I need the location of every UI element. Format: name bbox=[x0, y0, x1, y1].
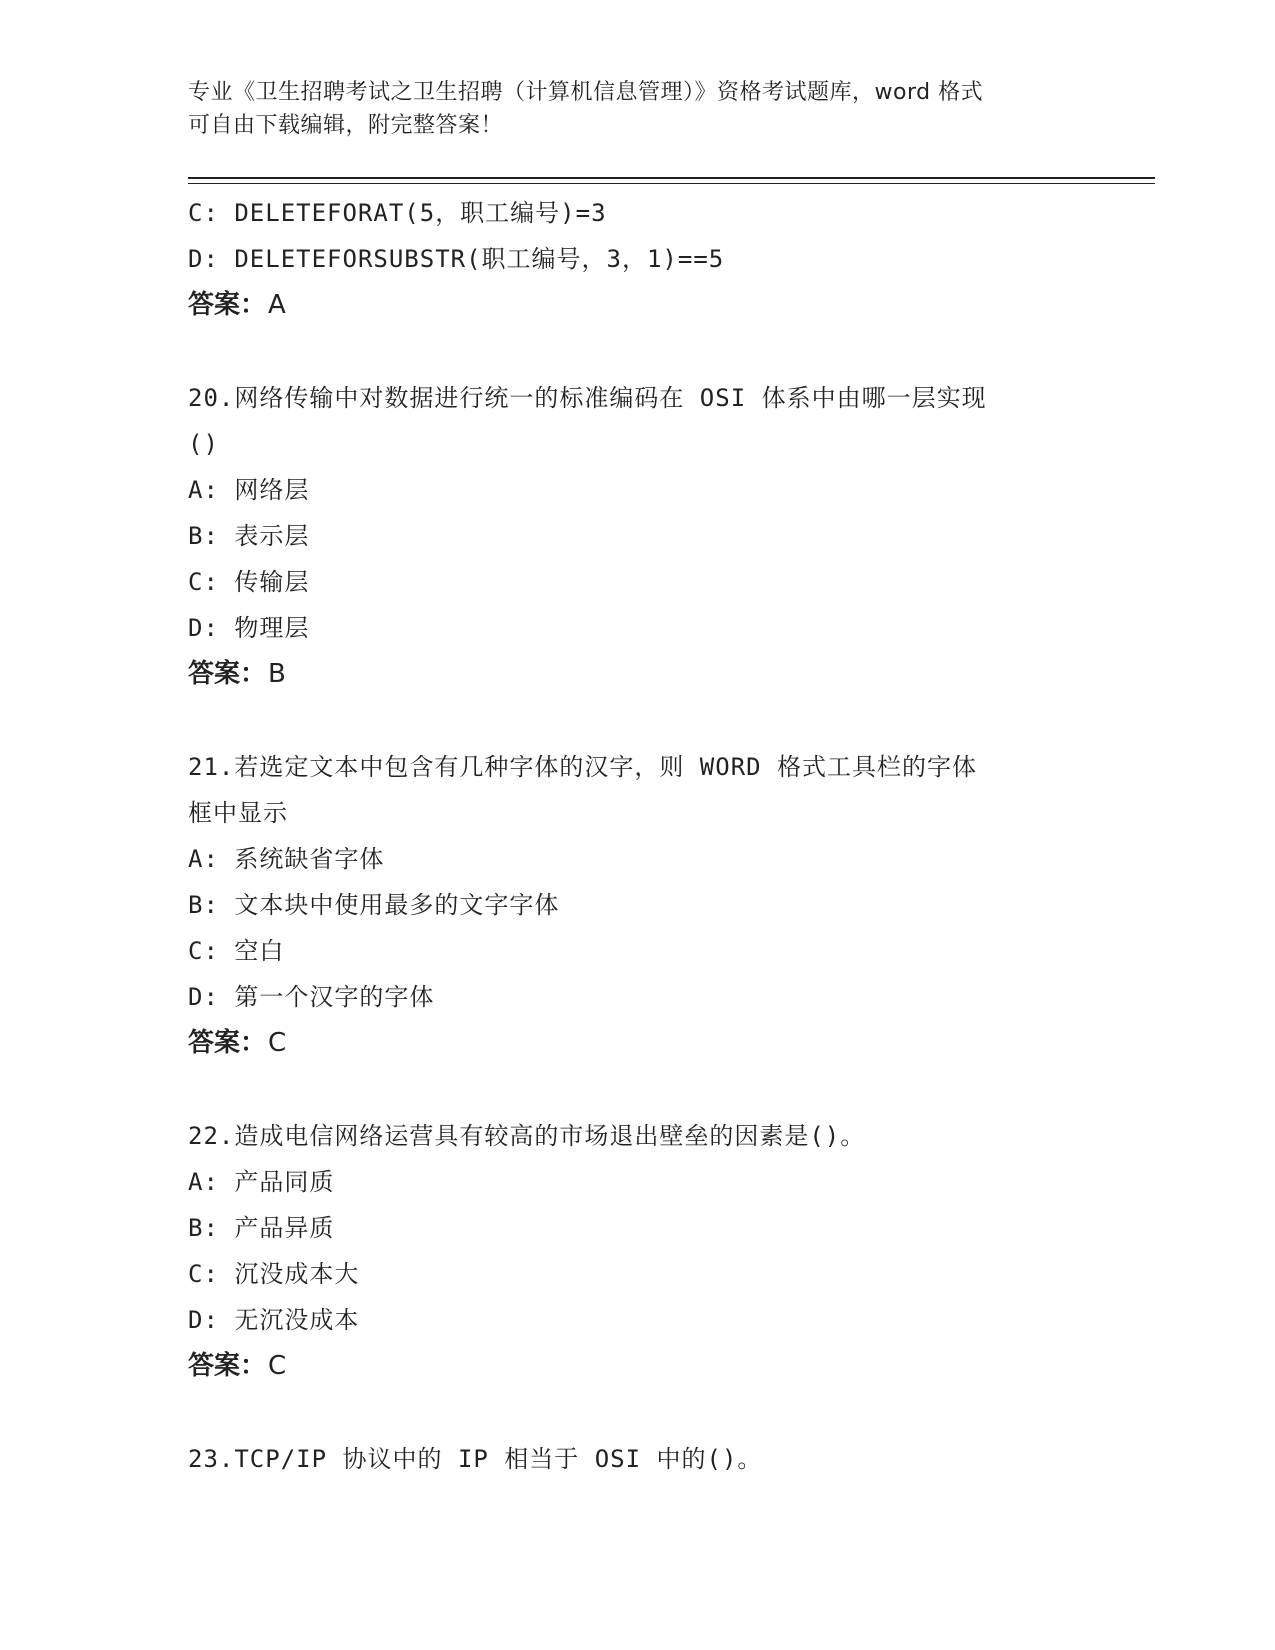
prev-answer bbox=[188, 282, 1088, 328]
document-body bbox=[188, 190, 1088, 1482]
option-d: D: 第一个汉字的字体 bbox=[188, 983, 435, 1011]
option-c: C: 传输层 bbox=[188, 568, 310, 596]
answer bbox=[188, 1020, 1088, 1066]
option-c: C: 空白 bbox=[188, 937, 285, 965]
header-line-1: 专业《卫生招聘考试之卫生招聘（计算机信息管理）》资格考试题库，word 格式 bbox=[188, 80, 984, 105]
spacer bbox=[188, 697, 1088, 744]
question-text-line1: 20.网络传输中对数据进行统一的标准编码在 OSI 体系中由哪一层实现 bbox=[188, 384, 987, 412]
question-21 bbox=[188, 744, 1088, 1066]
prev-option-d: D: DELETEFORSUBSTR(职工编号，3，1)==5 bbox=[188, 245, 725, 273]
option-b: B: 文本块中使用最多的文字字体 bbox=[188, 891, 560, 919]
question-22 bbox=[188, 1113, 1088, 1389]
option-a: A: 系统缺省字体 bbox=[188, 845, 385, 873]
option-c: C: 沉没成本大 bbox=[188, 1260, 360, 1288]
answer-label: 答案： bbox=[188, 1351, 267, 1381]
answer bbox=[188, 651, 1088, 697]
answer-label: 答案： bbox=[188, 290, 267, 320]
option-a: A: 网络层 bbox=[188, 476, 310, 504]
spacer bbox=[188, 328, 1088, 375]
prev-option-c: C: DELETEFORAT(5，职工编号)=3 bbox=[188, 199, 607, 227]
question-text-line2: () bbox=[188, 430, 219, 458]
answer-label: 答案： bbox=[188, 659, 267, 689]
spacer bbox=[188, 1066, 1088, 1113]
header-divider-thin bbox=[188, 183, 1155, 184]
question-text-line1: 23.TCP/IP 协议中的 IP 相当于 OSI 中的()。 bbox=[188, 1445, 763, 1473]
answer bbox=[188, 1343, 1088, 1389]
answer-value: A bbox=[268, 290, 286, 320]
question-text-line2: 框中显示 bbox=[188, 799, 288, 827]
header-divider-thick bbox=[188, 177, 1155, 179]
option-d: D: 物理层 bbox=[188, 614, 310, 642]
option-a: A: 产品同质 bbox=[188, 1168, 335, 1196]
question-text-line1: 22.造成电信网络运营具有较高的市场退出壁垒的因素是()。 bbox=[188, 1122, 866, 1150]
question-20 bbox=[188, 375, 1088, 697]
spacer bbox=[188, 1389, 1088, 1436]
answer-label: 答案： bbox=[188, 1028, 267, 1058]
document-header bbox=[188, 76, 1068, 142]
header-line-2: 可自由下载编辑，附完整答案！ bbox=[188, 113, 504, 138]
option-d: D: 无沉没成本 bbox=[188, 1306, 360, 1334]
option-b: B: 产品异质 bbox=[188, 1214, 335, 1242]
answer-value: C bbox=[268, 1028, 287, 1058]
question-text-line1: 21.若选定文本中包含有几种字体的汉字，则 WORD 格式工具栏的字体 bbox=[188, 753, 978, 781]
answer-value: C bbox=[268, 1351, 287, 1381]
option-b: B: 表示层 bbox=[188, 522, 310, 550]
question-23 bbox=[188, 1436, 1088, 1482]
answer-value: B bbox=[268, 659, 286, 689]
